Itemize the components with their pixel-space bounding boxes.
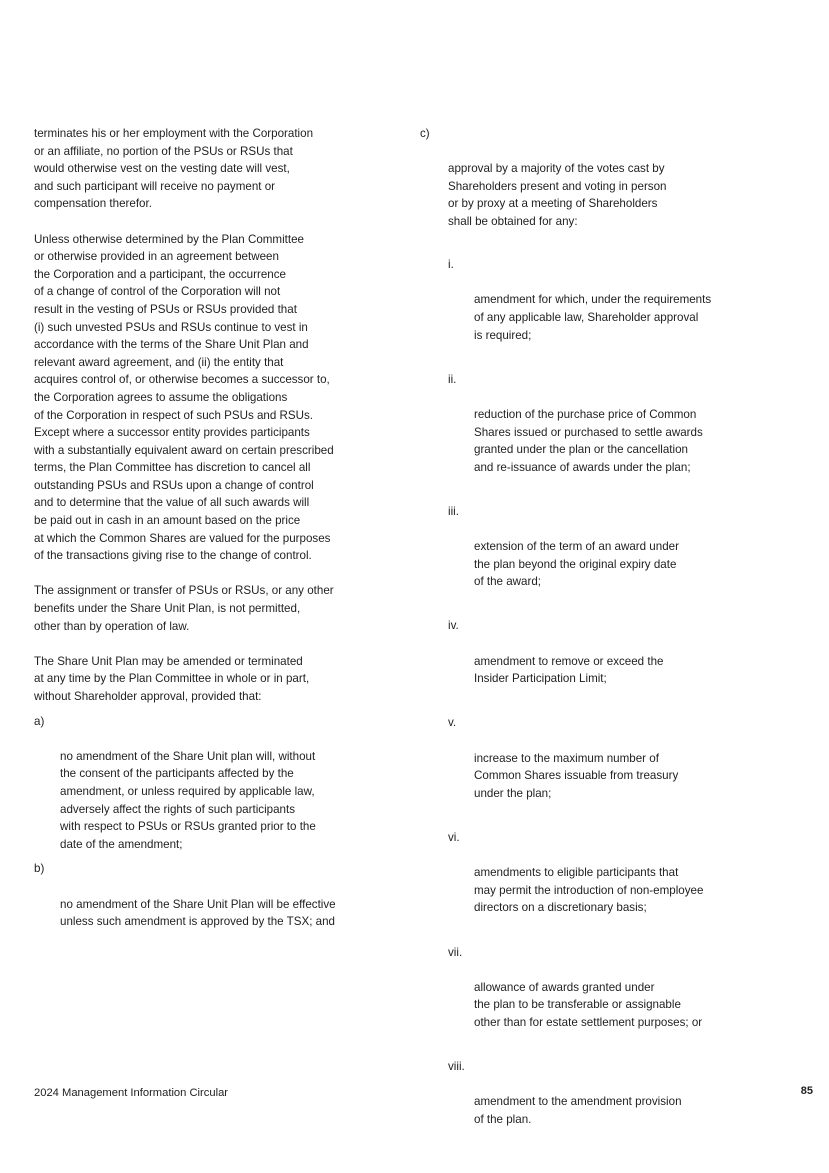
- list-marker: b): [34, 862, 45, 876]
- list-item-text: approval by a majority of the votes cast by Shareholders present and voting in person or by proxy at a meeting of Shareholders shall be obtained for any:: [448, 162, 667, 228]
- list-item: [420, 125, 765, 1173]
- sub-list-item: [448, 714, 765, 802]
- footer-document-title: 2024 Management Information Circular: [34, 1087, 229, 1099]
- list-item: [34, 713, 394, 854]
- sub-list-marker: v.: [448, 716, 457, 730]
- paragraph-amendment: The Share Unit Plan may be amended or terminated at any time by the Plan Committee in whole or in part, without Shareholder approval, provided that:: [34, 654, 310, 703]
- sub-list-item-text: extension of the term of an award under the plan beyond the original expiry date of the award;: [474, 540, 679, 589]
- sub-list-marker: iv.: [448, 619, 459, 633]
- sub-list-marker: ii.: [448, 372, 457, 386]
- sub-list-item-text: amendment to the amendment provision of the plan.: [474, 1095, 682, 1126]
- paragraph-change-of-control: Unless otherwise determined by the Plan Committee or otherwise provided in an agreement between the Corporation and a participant, the occurrence of a change of control of the Corporation will not result in the vesting of PSUs or RSUs provided that (i) such unvested PSUs and RSUs continue to vest in accordance with the terms of the Share Unit Plan and relevant award agreement, and (ii) the entity that acquires control of, or otherwise becomes a successor to, the Corporation agrees to assume the obligations of the Corporation in respect of such PSUs and RSUs. Except where a successor entity provides participants with a substantially equivalent award on certain prescribed terms, the Plan Committee has discretion to cancel all outstanding PSUs and RSUs upon a change of control and to determine that the value of all such awards will be paid out in cash in an amount based on the price at which the Common Shares are valued for the purposes of the transactions giving rise to the change of control.: [34, 232, 334, 563]
- sub-list-marker: vii.: [448, 945, 463, 959]
- list-item-text: no amendment of the Share Unit plan will, without the consent of the participants affected by the amendment, or unless required by applicable law, adversely affect the rights of such participants with respect to PSUs or RSUs granted prior to the date of the amendment;: [60, 749, 316, 851]
- right-column: [420, 125, 765, 1173]
- paragraph-termination: terminates his or her employment with the Corporation or an affiliate, no portion of the PSUs or RSUs that would otherwise vest on the vesting date will vest, and such participant will receive no payment or compensation therefor.: [34, 127, 314, 211]
- sub-list-item-text: amendment to remove or exceed the Insider Participation Limit;: [474, 654, 664, 686]
- left-column: [34, 125, 394, 938]
- sub-list-item: [448, 503, 765, 591]
- sub-list-item-text: reduction of the purchase price of Common Shares issued or purchased to settle awards granted under the plan or the cancellation and re-issuance of awards under the plan;: [474, 407, 703, 474]
- paragraph-assignment: The assignment or transfer of PSUs or RSUs, or any other benefits under the Share Unit Plan, is not permitted, other than by operation of law.: [34, 584, 334, 633]
- list-marker: a): [34, 714, 45, 728]
- sub-list-marker: iii.: [448, 504, 459, 518]
- sub-list-item-text: increase to the maximum number of Common Shares issuable from treasury under the plan;: [474, 751, 679, 800]
- sub-list-marker: vi.: [448, 830, 460, 844]
- sub-list-item-text: amendment for which, under the requirements of any applicable law, Shareholder approval is required;: [474, 293, 712, 342]
- list-marker: c): [420, 127, 430, 140]
- sub-list-item: [448, 371, 765, 477]
- sub-list-marker: viii.: [448, 1060, 465, 1074]
- sub-list-item: [448, 1058, 765, 1128]
- sub-list-item: [448, 256, 765, 344]
- sub-list-item: [448, 829, 765, 917]
- page-number: 85: [800, 1085, 813, 1097]
- sub-list-item: [448, 944, 765, 1032]
- list-item: [34, 860, 394, 930]
- sub-list-item: [448, 617, 765, 687]
- sub-list-item-text: amendments to eligible participants that may permit the introduction of non-employee directors on a discretionary basis;: [474, 866, 704, 915]
- shareholder-approval-list: [448, 239, 765, 1156]
- sub-list-item-text: allowance of awards granted under the plan to be transferable or assignable other than for estate settlement purposes; or: [474, 980, 703, 1029]
- list-item-text: no amendment of the Share Unit Plan will be effective unless such amendment is approved by the TSX; and: [60, 897, 336, 929]
- sub-list-marker: i.: [448, 258, 454, 272]
- amendment-conditions-list: [34, 713, 394, 931]
